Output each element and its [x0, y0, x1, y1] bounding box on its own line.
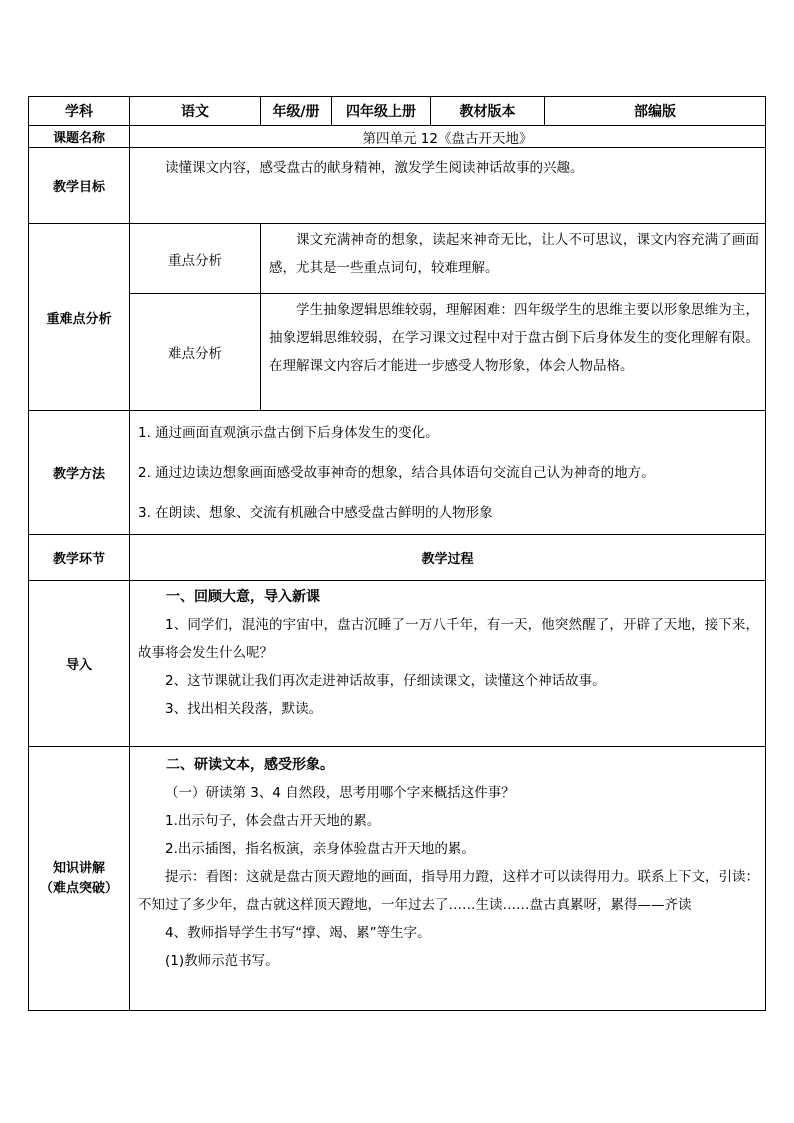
goal-label: 教学目标 — [29, 148, 130, 224]
lesson-plan-table — [28, 96, 766, 1011]
process-label: 教学过程 — [130, 535, 766, 581]
knowledge-label — [29, 747, 130, 1011]
intro-paragraph: 2、这节课就让我们再次走进神话故事，仔细读课文，读懂这个神话故事。 — [165, 673, 606, 689]
intro-heading: 一、回顾大意，导入新课 — [166, 589, 320, 605]
method-item: 2. 通过边读边想象画面感受故事神奇的想象，结合具体语句交流自己认为神奇的地方。 — [138, 465, 655, 481]
difficult-analysis-text: 学生抽象逻辑思维较弱，理解困难：四年级学生的思维主要以形象思维为主，抽象逻辑思维较弱，在学习课文过程中对于盘古倒下后身体发生的变化理解有限。在理解课文内容后才能进一步感受人物形象，体会人物品格。 — [269, 302, 759, 374]
method-item: 1. 通过画面直观演示盘古倒下后身体发生的变化。 — [138, 425, 439, 441]
stage-label: 教学环节 — [29, 535, 130, 581]
analysis-label: 重难点分析 — [29, 224, 130, 411]
difficult-analysis-row — [29, 294, 766, 411]
edition-value: 部编版 — [545, 97, 766, 126]
knowledge-heading: 二、研读文本，感受形象。 — [166, 757, 334, 773]
process-header-row — [29, 535, 766, 581]
goal-row — [29, 148, 766, 224]
knowledge-paragraph: 4、教师指导学生书写“撑、竭、累”等生字。 — [165, 925, 431, 941]
intro-paragraph: 1、同学们，混沌的宇宙中，盘古沉睡了一万八千年，有一天，他突然醒了，开辟了天地，接下来，故事将会发生什么呢？ — [138, 617, 759, 661]
knowledge-paragraph: 提示：看图：这就是盘古顶天蹬地的画面，指导用力蹬，这样才可以读得用力。联系上下文，引读：不知过了多少年，盘古就这样顶天蹬地，一年过去了……生读……盘古真累呀，累得——齐读 — [138, 869, 759, 913]
header-row — [29, 97, 766, 126]
knowledge-label-line2: （难点突破） — [39, 880, 118, 896]
key-analysis-text: 课文充满神奇的想象，读起来神奇无比，让人不可思议，课文内容充满了画面感，尤其是一些重点词句，较难理解。 — [269, 232, 759, 276]
intro-row — [29, 581, 766, 747]
difficult-analysis-label: 难点分析 — [130, 294, 261, 411]
knowledge-paragraph: （一）研读第 3、4 自然段，思考用哪个字来概括这件事？ — [165, 785, 515, 801]
subject-value: 语文 — [130, 97, 261, 126]
topic-value: 第四单元 12《盘古开天地》 — [130, 126, 766, 148]
topic-row — [29, 126, 766, 148]
key-analysis-row — [29, 224, 766, 294]
intro-label: 导入 — [29, 581, 130, 747]
key-analysis-label: 重点分析 — [130, 224, 261, 294]
knowledge-paragraph: 2.出示插图，指名板演，亲身体验盘古开天地的累。 — [165, 841, 475, 857]
knowledge-label-line1: 知识讲解 — [52, 860, 105, 876]
grade-value: 四年级上册 — [332, 97, 431, 126]
topic-label: 课题名称 — [29, 126, 130, 148]
knowledge-paragraph: (1)教师示范书写。 — [165, 953, 279, 969]
subject-label: 学科 — [29, 97, 130, 126]
edition-label: 教材版本 — [431, 97, 545, 126]
methods-label: 教学方法 — [29, 411, 130, 535]
intro-paragraph: 3、找出相关段落，默读。 — [165, 701, 323, 717]
methods-row — [29, 411, 766, 535]
knowledge-paragraph: 1.出示句子，体会盘古开天地的累。 — [165, 813, 381, 829]
goal-text: 读懂课文内容，感受盘古的献身精神，激发学生阅读神话故事的兴趣。 — [165, 160, 584, 176]
grade-label: 年级/册 — [261, 97, 332, 126]
knowledge-row — [29, 747, 766, 1011]
method-item: 3. 在朗读、想象、交流有机融合中感受盘古鲜明的人物形象 — [138, 505, 493, 521]
